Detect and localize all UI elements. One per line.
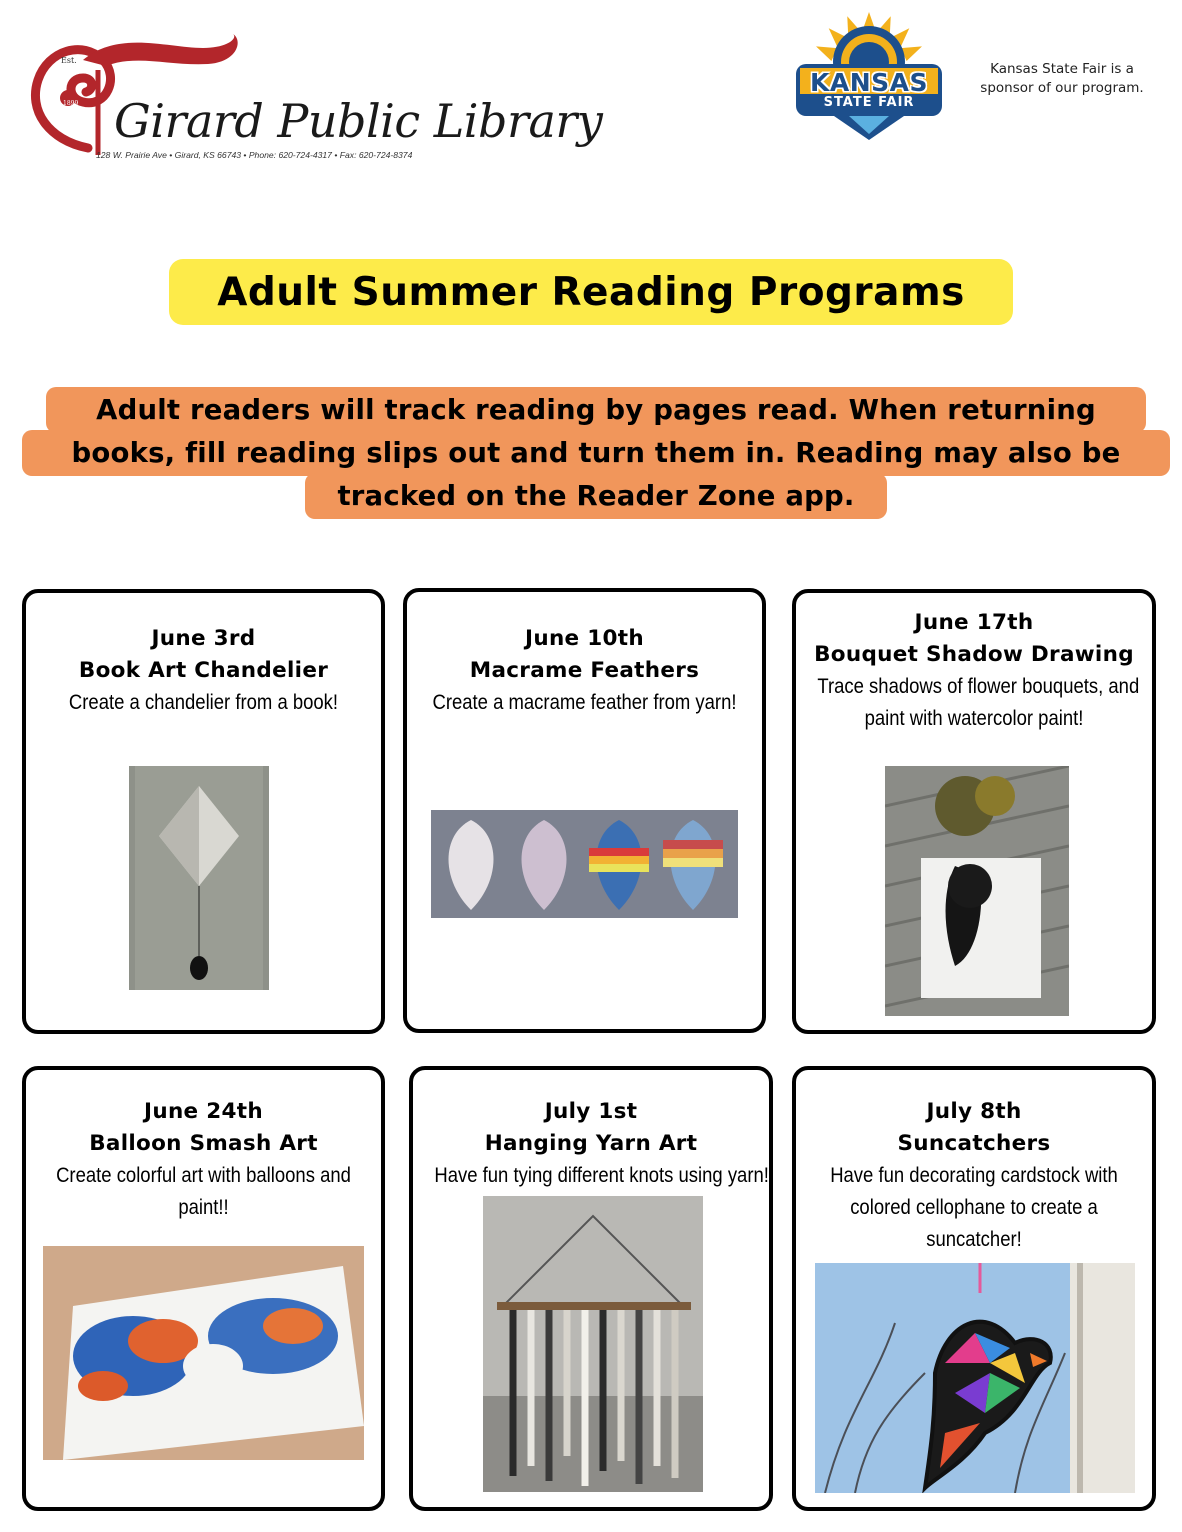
program-card-book-art-chandelier (22, 589, 385, 1034)
program-name: Balloon Smash Art (89, 1131, 318, 1156)
bouquet-shadow-photo (885, 766, 1069, 1016)
program-name: Macrame Feathers (469, 658, 700, 683)
library-address: 128 W. Prairie Ave • Girard, KS 66743 • Phone: 620-724-4317 • Fax: 620-724-8374 (96, 150, 413, 160)
chandelier-photo (129, 766, 269, 990)
program-name: Bouquet Shadow Drawing (814, 642, 1134, 667)
program-date: June 24th (144, 1099, 263, 1124)
program-desc: Create a chandelier from a book! (68, 691, 339, 714)
ksf-logo-sub: STATE FAIR (823, 95, 915, 110)
intro-line: books, fill reading slips out and turn them in. Reading may also be (22, 430, 1170, 476)
suncatcher-photo (815, 1263, 1135, 1493)
program-desc: paint with watercolor paint! (864, 707, 1084, 730)
logo-est-text: Est. (61, 56, 77, 65)
program-date: July 8th (926, 1099, 1022, 1124)
yarn-art-photo (483, 1196, 703, 1492)
page-title-text: Adult Summer Reading Programs (217, 269, 965, 315)
program-desc: Have fun tying different knots using yarn! (434, 1164, 769, 1187)
program-desc: suncatcher! (926, 1228, 1022, 1251)
logo-year-text: 1899 (63, 100, 79, 107)
ksf-logo-word: KANSAS (809, 68, 928, 97)
program-desc: colored cellophane to create a (850, 1196, 1098, 1219)
library-name: Girard Public Library (114, 94, 603, 148)
macrame-feathers-photo (431, 810, 738, 918)
program-desc: Create colorful art with balloons and (56, 1164, 351, 1187)
sponsor-note-line: sponsor of our program. (980, 80, 1144, 96)
program-date: June 3rd (151, 626, 256, 651)
intro-line: Adult readers will track reading by pages read. When returning (46, 387, 1146, 433)
program-date: June 10th (525, 626, 644, 651)
program-card-bouquet-shadow-drawing (792, 589, 1156, 1034)
program-desc: Trace shadows of flower bouquets, and (817, 675, 1140, 698)
program-card-balloon-smash-art (22, 1066, 385, 1511)
intro-line: tracked on the Reader Zone app. (305, 473, 887, 519)
program-name: Hanging Yarn Art (484, 1131, 698, 1156)
kansas-state-fair-logo (794, 12, 944, 144)
library-logo (28, 30, 603, 170)
page-title (169, 259, 1013, 325)
program-name: Book Art Chandelier (78, 658, 329, 683)
program-date: June 17th (914, 610, 1034, 635)
program-desc: paint!! (178, 1196, 229, 1219)
sponsor-note-line: Kansas State Fair is a (990, 61, 1134, 77)
program-desc: Have fun decorating cardstock with (830, 1164, 1118, 1187)
sponsor-note (964, 60, 1160, 98)
program-card-macrame-feathers (403, 588, 766, 1033)
balloon-smash-photo (43, 1246, 364, 1460)
program-card-suncatchers (792, 1066, 1156, 1511)
program-card-hanging-yarn-art (409, 1066, 773, 1511)
program-date: July 1st (544, 1099, 638, 1124)
program-name: Suncatchers (897, 1131, 1051, 1156)
program-desc: Create a macrame feather from yarn! (432, 691, 737, 714)
